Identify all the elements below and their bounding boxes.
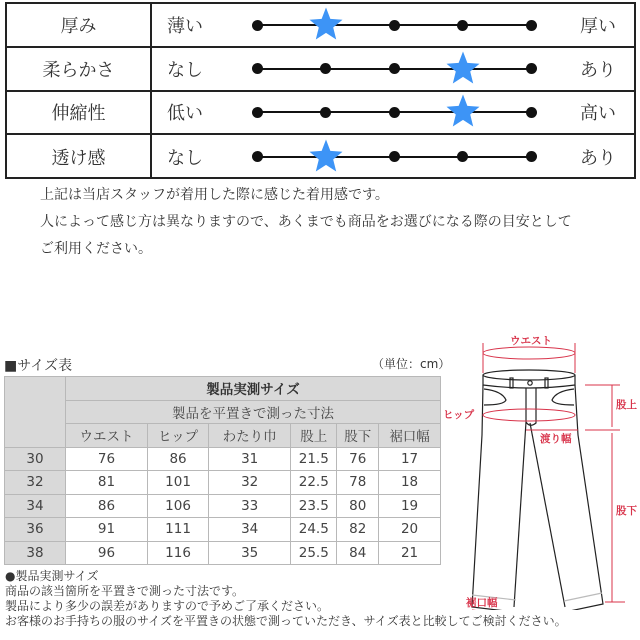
header-main: 製品実測サイズ — [66, 377, 441, 401]
measurement-cell: 76 — [337, 447, 379, 471]
scale-dot-icon — [389, 151, 400, 162]
feel-attribute: 伸縮性 — [7, 91, 152, 133]
feel-high-label: 厚い — [580, 16, 616, 37]
scale-dot-icon — [526, 107, 537, 118]
scale-dot-icon — [526, 20, 537, 31]
note-line: 人によって感じ方は異なりますので、あくまでも商品をお選びになる際の目安として — [40, 214, 572, 230]
pants-illustration-icon — [440, 325, 640, 610]
measurement-cell: 84 — [337, 541, 379, 565]
size-cell: 30 — [5, 447, 66, 471]
column-header: 股下 — [337, 424, 379, 448]
table-row — [5, 541, 441, 565]
column-header: 裾口幅 — [379, 424, 441, 448]
size-chart-table — [4, 376, 441, 565]
feel-low-label: 低い — [167, 103, 203, 124]
feel-scale — [252, 91, 537, 133]
measurement-cell: 78 — [337, 471, 379, 495]
pants-measurement-diagram — [440, 325, 640, 610]
size-cell: 34 — [5, 494, 66, 518]
measurement-cell: 106 — [147, 494, 208, 518]
feel-row — [7, 91, 634, 135]
measurement-cell: 20 — [379, 518, 441, 542]
table-row — [5, 471, 441, 495]
table-row — [5, 518, 441, 542]
scale-dot-icon — [389, 107, 400, 118]
footnote-line: 商品の該当箇所を平置きで測った寸法です。 — [5, 584, 245, 598]
label-hip: ヒップ — [443, 409, 475, 421]
feel-attribute: 透け感 — [7, 135, 152, 179]
table-row — [5, 447, 441, 471]
footnote-line: 製品により多少の誤差がありますので予めご了承ください。 — [5, 599, 330, 613]
label-inseam: 股下 — [616, 505, 637, 517]
feel-low-label: なし — [167, 147, 203, 169]
measurement-cell: 25.5 — [291, 541, 337, 565]
measurement-cell: 76 — [66, 447, 148, 471]
label-waist: ウエスト — [510, 335, 552, 347]
measurement-cell: 81 — [66, 471, 148, 495]
measurement-cell: 31 — [209, 447, 291, 471]
size-cell: 36 — [5, 518, 66, 542]
star-marker-icon — [445, 50, 481, 86]
feel-attribute: 厚み — [7, 4, 152, 46]
measurement-cell: 24.5 — [291, 518, 337, 542]
measurement-cell: 96 — [66, 541, 148, 565]
size-chart-unit: （単位：cm） — [372, 357, 451, 371]
scale-dot-icon — [252, 20, 263, 31]
scale-dot-icon — [320, 63, 331, 74]
measurement-cell: 91 — [66, 518, 148, 542]
measurement-cell: 23.5 — [291, 494, 337, 518]
scale-dot-icon — [252, 151, 263, 162]
footnote-heading: ●製品実測サイズ — [5, 569, 99, 583]
measurement-cell: 80 — [337, 494, 379, 518]
scale-dot-icon — [457, 20, 468, 31]
measurement-cell: 101 — [147, 471, 208, 495]
feel-attribute: 柔らかさ — [7, 48, 152, 90]
measurement-cell: 32 — [209, 471, 291, 495]
feel-scale — [252, 135, 537, 179]
measurement-cell: 22.5 — [291, 471, 337, 495]
measurement-cell: 86 — [66, 494, 148, 518]
measurement-cell: 21 — [379, 541, 441, 565]
column-header: ヒップ — [147, 424, 208, 448]
feel-row — [7, 48, 634, 92]
measurement-cell: 116 — [147, 541, 208, 565]
feel-row — [7, 135, 634, 179]
feel-scale — [252, 48, 537, 90]
scale-dot-icon — [389, 20, 400, 31]
feel-high-label: あり — [580, 59, 616, 81]
size-cell: 32 — [5, 471, 66, 495]
table-row — [5, 494, 441, 518]
measurement-cell: 17 — [379, 447, 441, 471]
label-rise: 股上 — [616, 399, 637, 411]
size-cell: 38 — [5, 541, 66, 565]
star-marker-icon — [308, 138, 344, 174]
feel-high-label: あり — [580, 147, 616, 169]
label-hem: 裾口幅 — [466, 597, 498, 609]
feel-row — [7, 4, 634, 48]
wear-feel-notes — [40, 182, 572, 263]
scale-dot-icon — [252, 63, 263, 74]
feel-scale — [252, 4, 537, 46]
measurement-cell: 111 — [147, 518, 208, 542]
scale-dot-icon — [320, 107, 331, 118]
label-thigh: 渡り幅 — [540, 433, 572, 445]
measurement-cell: 18 — [379, 471, 441, 495]
feel-low-label: 薄い — [167, 16, 203, 37]
scale-dot-icon — [252, 107, 263, 118]
star-marker-icon — [308, 6, 344, 42]
star-marker-icon — [445, 93, 481, 129]
wear-feel-table — [5, 2, 636, 179]
column-header: わたり巾 — [209, 424, 291, 448]
size-column-header — [5, 377, 66, 448]
column-header: ウエスト — [66, 424, 148, 448]
scale-dot-icon — [457, 151, 468, 162]
size-chart-title: ■サイズ表 — [4, 358, 73, 374]
feel-high-label: 高い — [580, 103, 616, 124]
note-line: 上記は当店スタッフが着用した際に感じた着用感です。 — [40, 187, 389, 203]
feel-low-label: なし — [167, 59, 203, 81]
scale-dot-icon — [526, 63, 537, 74]
measurement-cell: 19 — [379, 494, 441, 518]
note-line: ご利用ください。 — [40, 241, 152, 257]
scale-dot-icon — [389, 63, 400, 74]
header-sub: 製品を平置きで測った寸法 — [66, 400, 441, 424]
column-header: 股上 — [291, 424, 337, 448]
measurement-cell: 35 — [209, 541, 291, 565]
measurement-cell: 86 — [147, 447, 208, 471]
measurement-cell: 21.5 — [291, 447, 337, 471]
footnote-line: お客様のお手持ちの服のサイズを平置きの状態で測っていただき、サイズ表と比較してご検討ください。 — [5, 614, 567, 628]
measurement-cell: 33 — [209, 494, 291, 518]
scale-dot-icon — [526, 151, 537, 162]
measurement-cell: 82 — [337, 518, 379, 542]
measurement-cell: 34 — [209, 518, 291, 542]
